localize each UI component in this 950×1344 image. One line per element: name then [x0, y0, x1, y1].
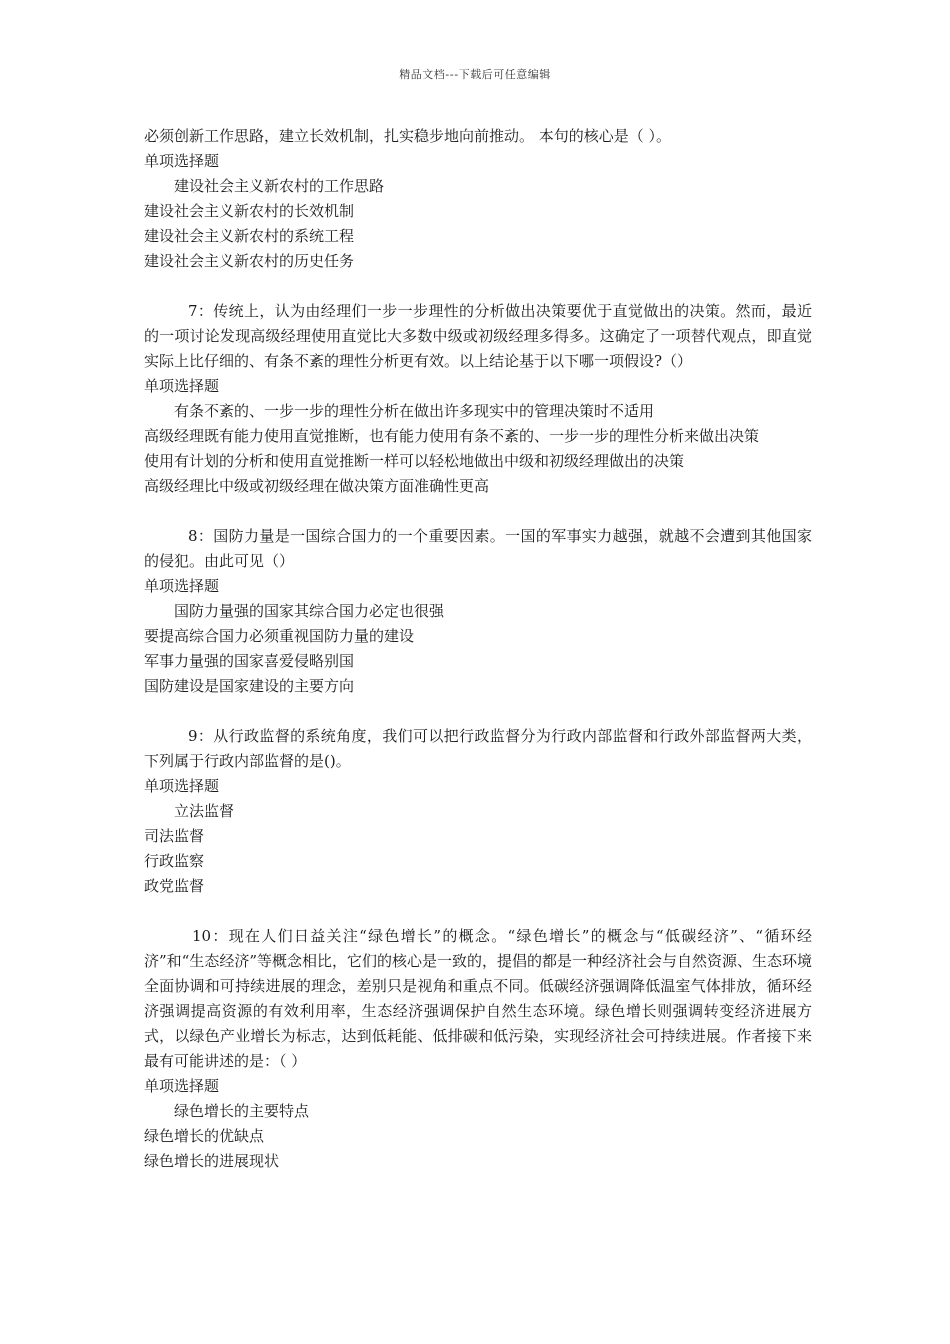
question-9-option-c: 行政监察 [144, 852, 205, 870]
question-10-stem: 10：现在人们日益关注“绿色增长”的概念。“绿色增长”的概念与“低碳经济”、“循环经济”和“生态经济”等概念相比，它们的核心是一致的，提倡的都是一种经济社会与自然资源、生态环境全面协调和可持续进展的理念，差别只是视角和重点不同。低碳经济强调降低温室气体排放，循环经济强调提高资源的有效利用率，生态经济强调保护自然生态环境。绿色增长则强调转变经济进展方式，以绿色产业增长为标志，达到低耗能、低排碳和低污染，实现经济社会可持续进展。作者接下来最有可能讲述的是：（ ） [144, 927, 813, 1070]
question-10 [144, 924, 812, 1174]
question-8-option-a: 国防力量强的国家其综合国力必定也很强 [174, 602, 445, 620]
question-8-option-d: 国防建设是国家建设的主要方向 [144, 677, 355, 695]
question-6 [144, 124, 812, 274]
question-6-stem: 必须创新工作思路，建立长效机制，扎实稳步地向前推动。 本句的核心是（ ）。 [144, 127, 672, 145]
question-7-option-d: 高级经理比中级或初级经理在做决策方面准确性更高 [144, 477, 490, 495]
question-10-option-b: 绿色增长的优缺点 [144, 1127, 265, 1145]
question-7-option-b: 高级经理既有能力使用直觉推断，也有能力使用有条不紊的、一步一步的理性分析来做出决策 [144, 427, 760, 445]
question-10-option-a: 绿色增长的主要特点 [174, 1102, 310, 1120]
question-8-option-b: 要提高综合国力必须重视国防力量的建设 [144, 627, 415, 645]
question-7-option-a: 有条不紊的、一步一步的理性分析在做出许多现实中的管理决策时不适用 [174, 402, 655, 420]
question-7-type: 单项选择题 [144, 377, 220, 395]
question-9-option-a: 立法监督 [174, 802, 235, 820]
question-6-option-c: 建设社会主义新农村的系统工程 [144, 227, 355, 245]
question-9-type: 单项选择题 [144, 777, 220, 795]
question-8-option-c: 军事力量强的国家喜爱侵略别国 [144, 652, 355, 670]
question-6-option-a: 建设社会主义新农村的工作思路 [174, 177, 385, 195]
question-9-option-d: 政党监督 [144, 877, 205, 895]
question-9 [144, 724, 812, 899]
question-6-type: 单项选择题 [144, 152, 220, 170]
question-10-option-c: 绿色增长的进展现状 [144, 1152, 280, 1170]
question-8 [144, 524, 812, 699]
question-8-type: 单项选择题 [144, 577, 220, 595]
question-8-stem: 8：国防力量是一国综合国力的一个重要因素。一国的军事实力越强，就越不会遭到其他国家的侵犯。由此可见（） [144, 527, 812, 570]
question-7-option-c: 使用有计划的分析和使用直觉推断一样可以轻松地做出中级和初级经理做出的决策 [144, 452, 685, 470]
question-10-type: 单项选择题 [144, 1077, 220, 1095]
question-9-stem: 9：从行政监督的系统角度，我们可以把行政监督分为行政内部监督和行政外部监督两大类，下列属于行政内部监督的是()。 [144, 727, 812, 770]
spacer [144, 499, 812, 524]
question-7 [144, 299, 812, 499]
question-7-stem: 7：传统上，认为由经理们一步一步理性的分析做出决策要优于直觉做出的决策。然而，最近的一项讨论发现高级经理使用直觉比大多数中级或初级经理多得多。这确定了一项替代观点，即直觉实际上比仔细的、有条不紊的理性分析更有效。以上结论基于以下哪一项假设?（） [144, 302, 812, 370]
spacer [144, 274, 812, 299]
question-6-option-b: 建设社会主义新农村的长效机制 [144, 202, 355, 220]
spacer [144, 899, 812, 924]
question-9-option-b: 司法监督 [144, 827, 205, 845]
question-6-option-d: 建设社会主义新农村的历史任务 [144, 252, 355, 270]
document-body [144, 124, 812, 1174]
page-header: 精品文档---下载后可任意编辑 [399, 68, 551, 81]
spacer [144, 699, 812, 724]
